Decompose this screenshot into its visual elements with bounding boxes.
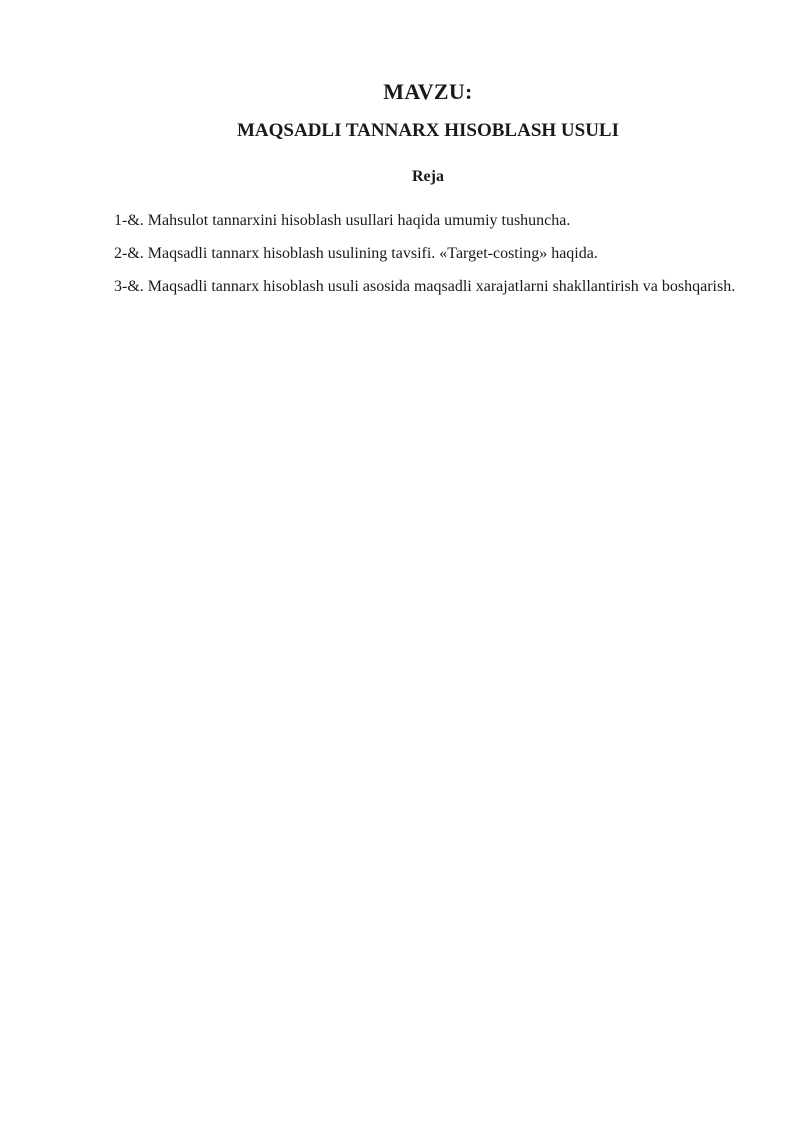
plan-item-3: 3-&. Maqsadli tannarx hisoblash usuli asosida maqsadli xarajatlarni shakllantirish va boshqarish. — [114, 278, 736, 295]
plan-item-1: 1-&. Mahsulot tannarxini hisoblash usullari haqida umumiy tushuncha. — [114, 212, 571, 229]
plan-item-2: 2-&. Maqsadli tannarx hisoblash usulining tavsifi. «Target-costing» haqida. — [114, 245, 598, 262]
plan-heading: Reja — [412, 168, 444, 185]
page-title: MAVZU: — [383, 79, 473, 104]
plan-list — [114, 204, 742, 303]
topic-title: MAQSADLI TANNARX HISOBLASH USULI — [236, 120, 619, 141]
